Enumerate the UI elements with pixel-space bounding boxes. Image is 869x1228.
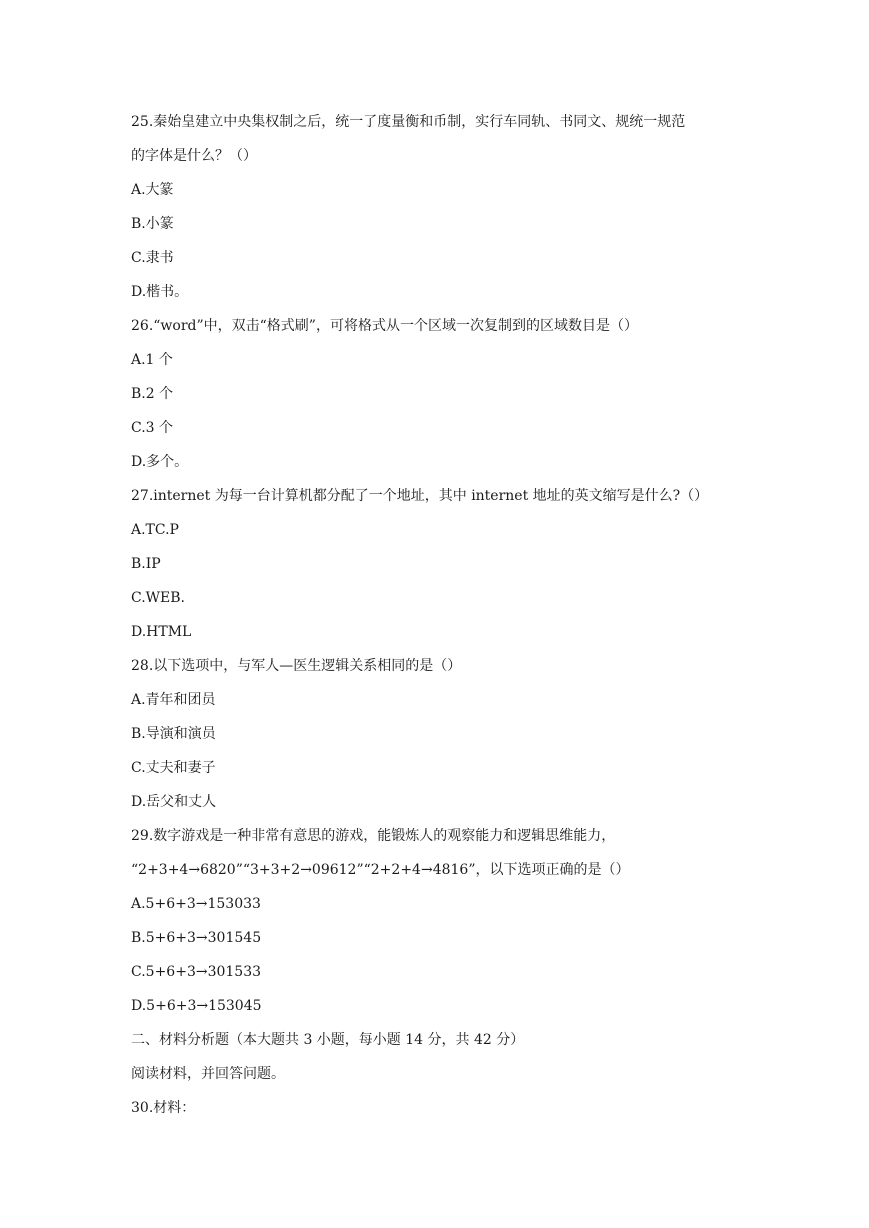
question-26-option-a: A.1 个 <box>131 352 173 368</box>
question-29-option-a: A.5+6+3→153033 <box>131 896 261 912</box>
question-29-option-c: C.5+6+3→301533 <box>131 964 262 980</box>
question-28-option-c: C.丈夫和妻子 <box>131 760 216 776</box>
question-27-option-c: C.WEB. <box>131 590 186 606</box>
question-25-option-b: B.小篆 <box>131 216 174 232</box>
question-26-option-b: B.2 个 <box>131 386 174 402</box>
question-25-stem-line-2: 的字体是什么？（） <box>131 148 257 164</box>
question-28-option-b: B.导演和演员 <box>131 726 216 742</box>
question-29-stem-line-1: 29.数字游戏是一种非常有意思的游戏，能锻炼人的观察能力和逻辑思维能力， <box>131 828 616 844</box>
question-25-stem-line-1: 25.秦始皇建立中央集权制之后，统一了度量衡和币制，实行车同轨、书同文、规统一规范 <box>131 114 686 130</box>
section-heading-material-analysis: 二、材料分析题（本大题共 3 小题，每小题 14 分，共 42 分） <box>131 1032 525 1048</box>
question-27-stem: 27.internet 为每一台计算机都分配了一个地址，其中 internet 地址的英文缩写是什么?（） <box>131 488 709 504</box>
question-27-option-d: D.HTML <box>131 624 192 640</box>
question-28-option-d: D.岳父和丈人 <box>131 794 217 810</box>
question-29-option-d: D.5+6+3→153045 <box>131 998 262 1014</box>
document-page <box>131 110 751 1130</box>
section-instruction: 阅读材料，并回答问题。 <box>131 1066 285 1082</box>
question-27-option-a: A.TC.P <box>131 522 179 538</box>
question-29-stem-line-2: “2+3+4→6820”“3+3+2→09612”“2+2+4→4816”，以下选项正确的是（） <box>131 862 630 878</box>
question-29-option-b: B.5+6+3→301545 <box>131 930 262 946</box>
question-30-label: 30.材料： <box>131 1100 196 1116</box>
question-25-option-c: C.隶书 <box>131 250 174 266</box>
question-25-option-d: D.楷书。 <box>131 284 189 300</box>
question-27-option-b: B.IP <box>131 556 161 572</box>
question-26-option-d: D.多个。 <box>131 454 189 470</box>
question-28-option-a: A.青年和团员 <box>131 692 216 708</box>
question-25-option-a: A.大篆 <box>131 182 174 198</box>
question-28-stem: 28.以下选项中，与军人—医生逻辑关系相同的是（） <box>131 658 462 674</box>
question-26-option-c: C.3 个 <box>131 420 174 436</box>
question-26-stem: 26.“word”中，双击“格式刷”，可将格式从一个区域一次复制到的区域数目是（） <box>131 318 638 334</box>
